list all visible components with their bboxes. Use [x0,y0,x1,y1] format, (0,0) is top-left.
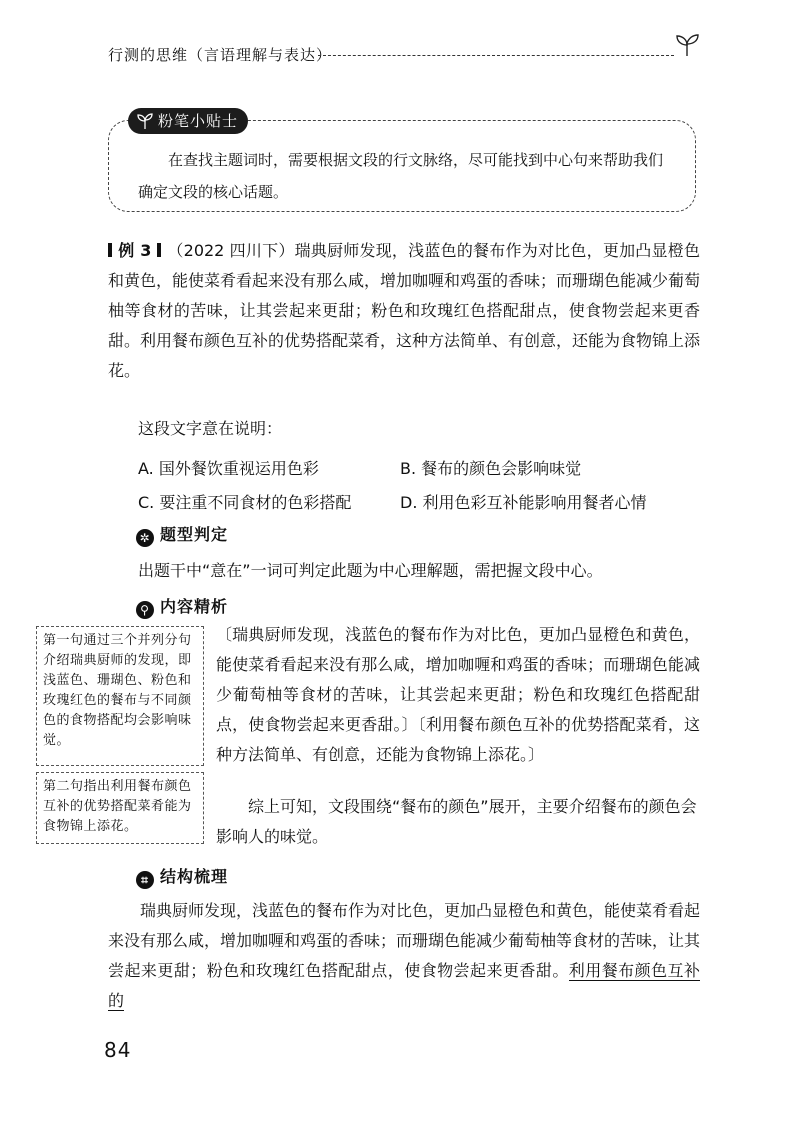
summary-text: 综上可知，文段围绕“餐布的颜色”展开，主要介绍餐布的颜色会影响人的味觉。 [216,797,697,846]
option-d: D. 利用色彩互补能影响用餐者心情 [400,493,647,512]
question-stem: 这段文字意在说明： [138,419,283,438]
sprout-icon [674,32,700,58]
structure-icon: ⌗ [136,871,154,889]
label-bar [157,243,161,257]
example-label: 例 3 [118,241,152,260]
gear-icon: ✲ [136,529,154,547]
label-bar [108,243,112,257]
margin-note-1: 第一句通过三个并列分句介绍瑞典厨师的发现，即浅蓝色、珊瑚色、粉色和玫瑰红色的餐布与不同颜色的食物搭配均会影响味觉。 [36,626,204,766]
example-passage: 瑞典厨师发现，浅蓝色的餐布作为对比色，更加凸显橙色和黄色，能使菜肴看起来没有那么咸，增加咖喱和鸡蛋的香味；而珊瑚色能减少葡萄柚等食材的苦味，让其尝起来更甜；粉色和玫瑰红色搭配甜点，使食物尝起来更香甜。利用餐布颜色互补的优势搭配菜肴，这种方法简单、有创意，还能为食物锦上添花。 [108,241,701,380]
structure-text: 瑞典厨师发现，浅蓝色的餐布作为对比色，更加凸显橙色和黄色，能使菜肴看起来没有那么咸，增加咖喱和鸡蛋的香味；而珊瑚色能减少葡萄柚等食材的苦味，让其尝起来更甜；粉色和玫瑰红色搭配甜点，使食物尝起来更香甜。 [108,901,701,980]
example-source: （2022 四川下） [167,241,295,260]
magnifier-icon: ⚲ [136,601,154,619]
example-label-block [108,241,167,260]
analysis-part-2: 〔利用餐布颜色互补的优势搭配菜肴，这种方法简单、有创意，还能为食物锦上添花。〕 [216,715,700,764]
page-header-title: 行测的思维（言语理解与表达） [108,46,333,64]
structure-text-block [108,896,700,1016]
page-number: 84 [104,1038,132,1062]
analysis-part-1: 〔瑞典厨师发现，浅蓝色的餐布作为对比色，更加凸显橙色和黄色，能使菜肴看起来没有那么咸，增加咖喱和鸡蛋的香味；而珊瑚色能减少葡萄柚等食材的苦味，让其尝起来更甜；粉色和玫瑰红色搭配甜点，使食物尝起来更香甜。〕 [216,625,700,734]
type-section-text: 出题干中“意在”一词可判定此题为中心理解题，需把握文段中心。 [138,561,603,580]
option-a: A. 国外餐饮重视运用色彩 [138,459,319,478]
analysis-passage [216,620,700,770]
option-c: C. 要注重不同食材的色彩搭配 [138,493,352,512]
tip-badge-label: 粉笔小贴士 [158,112,239,130]
option-b: B. 餐布的颜色会影响味觉 [400,459,582,478]
structure-underlined-text: 利用餐布颜色互补的 [108,961,700,1010]
tip-text: 在查找主题词时，需要根据文段的行文脉络，尽可能找到中心句来帮助我们确定文段的核心话题。 [138,151,664,201]
example-passage-block [108,236,700,386]
header-divider [318,55,674,56]
type-section-heading: ✲ 题型判定 [136,522,228,547]
structure-section-heading: ⌗ 结构梳理 [136,864,228,889]
content-section-heading: ⚲ 内容精析 [136,594,228,619]
margin-note-2: 第二句指出利用餐布颜色互补的优势搭配菜肴能为食物锦上添花。 [36,772,204,844]
sprout-icon [136,112,154,130]
